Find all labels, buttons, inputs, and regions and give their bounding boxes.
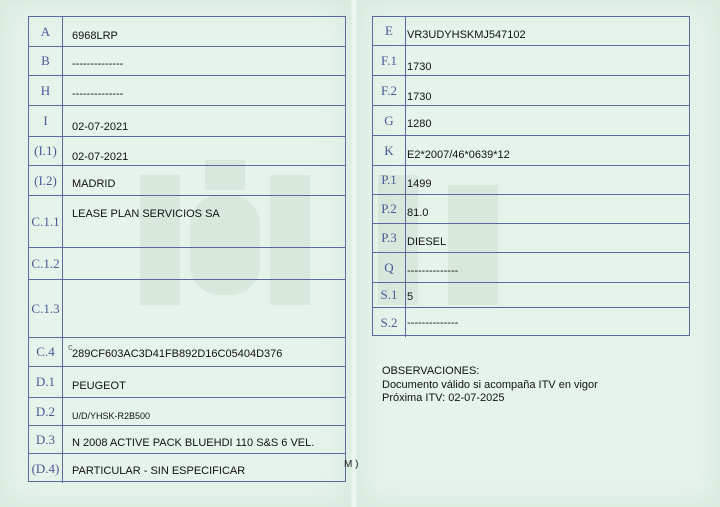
field-value: U/D/YHSK-R2B500 xyxy=(72,411,151,421)
field-row-p2 xyxy=(373,195,689,224)
field-row-i2 xyxy=(29,166,345,196)
field-code: C.4 xyxy=(29,338,63,366)
field-value: LEASE PLAN SERVICIOS SA xyxy=(72,208,220,220)
field-value: 5 xyxy=(407,291,414,303)
field-row-p1 xyxy=(373,166,689,195)
field-code: I xyxy=(29,106,63,136)
field-value: -------------- xyxy=(72,88,124,100)
field-code: C.1.1 xyxy=(29,196,63,247)
field-row-p3 xyxy=(373,224,689,253)
field-row-i xyxy=(29,106,345,137)
field-value: -------------- xyxy=(72,58,124,70)
field-code: C.1.2 xyxy=(29,248,63,279)
field-code: S.2 xyxy=(373,308,406,337)
field-value: VR3UDYHSKMJ547102 xyxy=(407,29,526,41)
field-value: 289CF603AC3D41FB892D16C05404D376 xyxy=(72,348,283,360)
field-row-d1 xyxy=(29,367,345,398)
field-value: DIESEL xyxy=(407,236,447,248)
field-row-c12 xyxy=(29,248,345,280)
field-row-e xyxy=(373,17,689,46)
right-registration-table xyxy=(372,16,690,336)
field-value: 81.0 xyxy=(407,207,429,219)
field-row-d4 xyxy=(29,454,345,483)
field-row-s2 xyxy=(373,308,689,337)
field-row-f2 xyxy=(373,76,689,106)
field-value: MADRID xyxy=(72,178,116,190)
field-prefix: c xyxy=(68,342,73,352)
field-row-c13 xyxy=(29,280,345,338)
field-row-i1 xyxy=(29,137,345,166)
field-row-s1 xyxy=(373,283,689,308)
field-row-c4 xyxy=(29,338,345,367)
field-row-k xyxy=(373,136,689,166)
field-code: K xyxy=(373,136,406,165)
field-row-h xyxy=(29,76,345,106)
field-row-d3 xyxy=(29,426,345,454)
field-value: N 2008 ACTIVE PACK BLUEHDI 110 S&S 6 VEL. xyxy=(72,437,315,449)
observaciones-line-next-itv: Próxima ITV: 02-07-2025 xyxy=(382,392,505,404)
field-value: PARTICULAR - SIN ESPECIFICAR xyxy=(72,465,246,477)
field-row-b xyxy=(29,47,345,76)
field-row-f1 xyxy=(373,46,689,76)
field-code: B xyxy=(29,47,63,75)
field-value: 1730 xyxy=(407,91,432,103)
field-code: E xyxy=(373,17,406,45)
field-value: PEUGEOT xyxy=(72,380,126,392)
field-code: G xyxy=(373,106,406,135)
field-row-c11 xyxy=(29,196,345,248)
field-code: (I.1) xyxy=(29,137,63,165)
field-value: 1499 xyxy=(407,178,432,190)
field-value: -------------- xyxy=(407,265,459,277)
field-code: F.1 xyxy=(373,46,406,75)
field-row-d2 xyxy=(29,398,345,426)
field-code: F.2 xyxy=(373,76,406,105)
field-row-a xyxy=(29,17,345,47)
field-code: A xyxy=(29,17,63,46)
field-code: H xyxy=(29,76,63,105)
field-code: P.2 xyxy=(373,195,406,223)
field-code: C.1.3 xyxy=(29,280,63,337)
field-code: (D.4) xyxy=(29,454,63,483)
field-code: Q xyxy=(373,253,406,282)
observaciones-heading: OBSERVACIONES: xyxy=(382,365,480,377)
page-fold xyxy=(350,0,358,507)
field-row-q xyxy=(373,253,689,283)
field-code: D.3 xyxy=(29,426,63,453)
field-value: E2*2007/46*0639*12 xyxy=(407,149,510,161)
observaciones-block xyxy=(382,365,598,406)
field-code: D.1 xyxy=(29,367,63,397)
field-row-g xyxy=(373,106,689,136)
left-registration-table xyxy=(28,16,346,482)
field-value: -------------- xyxy=(407,317,459,329)
field-value: 1730 xyxy=(407,61,432,73)
field-code: D.2 xyxy=(29,398,63,425)
field-code: P.3 xyxy=(373,224,406,252)
field-value: 1280 xyxy=(407,118,432,130)
field-code: (I.2) xyxy=(29,166,63,195)
field-value: 02-07-2021 xyxy=(72,151,129,163)
observaciones-line-validity: Documento válido si acompaña ITV en vigor xyxy=(382,378,598,391)
footer-mark: M ) xyxy=(344,459,359,470)
field-code: S.1 xyxy=(373,283,406,307)
field-value: 6968LRP xyxy=(72,30,118,42)
field-code: P.1 xyxy=(373,166,406,194)
field-value: 02-07-2021 xyxy=(72,121,129,133)
